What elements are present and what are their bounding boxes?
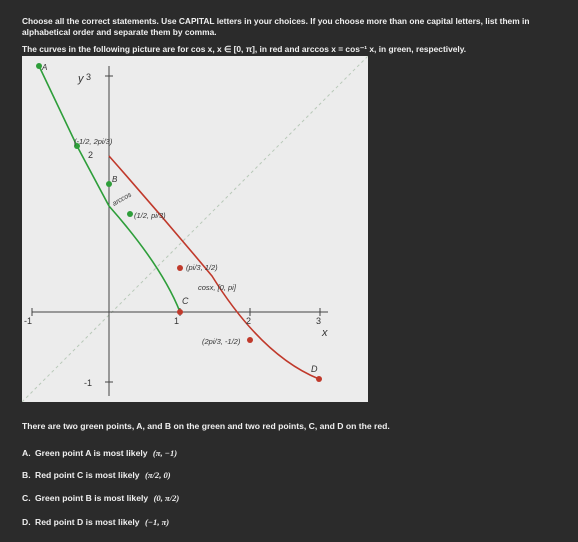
option-a[interactable] — [22, 444, 562, 462]
graph-figure — [22, 56, 368, 402]
point-half-marker — [127, 211, 133, 217]
x-tick-neg1: -1 — [24, 316, 33, 326]
label-2pi3: (2pi/3, -1/2) — [202, 337, 241, 346]
label-half: (1/2, pi/3) — [134, 211, 166, 220]
point-a-label: A — [42, 63, 48, 72]
option-d-coord: (−1, π) — [144, 517, 170, 527]
label-cosx: cosx, [0, pi] — [198, 283, 236, 292]
point-d-label: D — [311, 364, 318, 374]
point-2pi3-marker — [247, 337, 253, 343]
option-a-coord: (π, −1) — [152, 448, 178, 458]
option-a-text: Green point A is most likely — [34, 448, 148, 458]
option-b[interactable] — [22, 466, 562, 484]
y-tick-neg1: -1 — [84, 378, 93, 388]
point-d-marker — [316, 376, 322, 382]
point-pi3-marker — [177, 265, 183, 271]
point-c-label: C — [182, 296, 189, 306]
x-tick-1: 1 — [174, 316, 180, 326]
reference-line — [22, 56, 368, 402]
y-tick-3: 3 — [86, 72, 92, 82]
question-text: There are two green points, A, and B on the green and two red points, C, and D on the red. — [22, 421, 390, 431]
x-tick-2: 2 — [246, 316, 252, 326]
option-c-text: Green point B is most likely — [34, 493, 149, 503]
label-neg-half: (-1/2, 2pi/3) — [74, 137, 113, 146]
y-axis-label: y — [78, 73, 84, 85]
graph-svg — [22, 56, 368, 402]
option-c-coord: (0, π/2) — [153, 493, 180, 503]
label-arccos: arccos — [111, 191, 133, 208]
option-b-coord: (π/2, 0) — [144, 470, 171, 480]
option-b-letter: B. — [22, 470, 31, 480]
option-b-text: Red point C is most likely — [34, 470, 140, 480]
option-d-text: Red point D is most likely — [34, 517, 140, 527]
label-pi3: (pi/3, 1/2) — [186, 263, 218, 272]
option-c-letter: C. — [22, 493, 31, 503]
option-a-letter: A. — [22, 448, 31, 458]
x-tick-3: 3 — [316, 316, 322, 326]
point-b-label: B — [112, 175, 118, 184]
figure-prompt: The curves in the following picture are for cos x, x ∈ [0, π], in red and arccos x = cos⁻¹ x, in green, respectively. — [22, 44, 467, 54]
point-c-marker — [177, 309, 183, 315]
option-c[interactable] — [22, 489, 562, 507]
instructions-text: Choose all the correct statements. Use CAPITAL letters in your choices. If you choose more than one capital letters, list them in alphabetical order and separate them by comma. — [22, 16, 530, 37]
option-d-letter: D. — [22, 517, 31, 527]
x-axis-label: x — [322, 327, 328, 339]
option-d[interactable] — [22, 513, 562, 531]
y-tick-2: 2 — [88, 150, 94, 160]
